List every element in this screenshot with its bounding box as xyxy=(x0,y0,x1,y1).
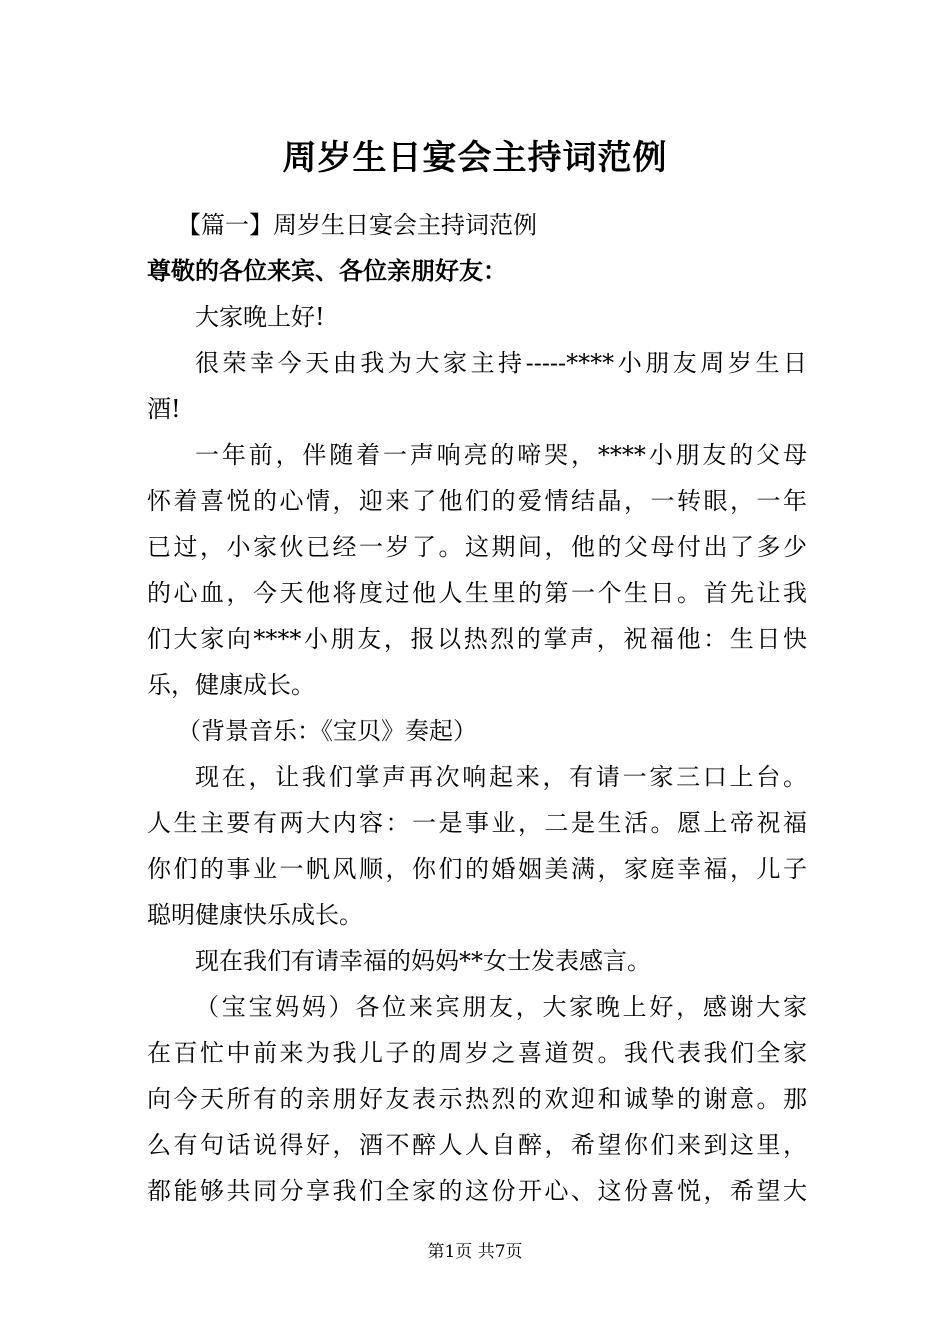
body-line: 怀着喜悦的心情，迎来了他们的爱情结晶，一转眼，一年 xyxy=(147,487,807,515)
document-body xyxy=(147,202,807,1214)
body-line: 酒! xyxy=(147,395,181,423)
page-footer: 第1页 共7页 xyxy=(427,1242,523,1262)
body-line: 已过，小家伙已经一岁了。这期间，他的父母付出了多少 xyxy=(147,533,807,561)
body-line: 人生主要有两大内容：一是事业，二是生活。愿上帝祝福 xyxy=(147,809,807,837)
document-title: 周岁生日宴会主持词范例 xyxy=(282,138,668,178)
body-line: 都能够共同分享我们全家的这份开心、这份喜悦，希望大 xyxy=(147,1177,807,1205)
section-heading: 【篇一】周岁生日宴会主持词范例 xyxy=(177,211,537,239)
body-line: 们大家向****小朋友，报以热烈的掌声，祝福他：生日快 xyxy=(147,625,807,653)
body-line: 聪明健康快乐成长。 xyxy=(147,901,363,929)
body-line: （宝宝妈妈）各位来宾朋友，大家晚上好，感谢大家 xyxy=(195,993,807,1021)
body-line: 现在，让我们掌声再次响起来，有请一家三口上台。 xyxy=(195,763,807,791)
salutation: 尊敬的各位来宾、各位亲朋好友： xyxy=(147,256,507,285)
body-line: 你们的事业一帆风顺，你们的婚姻美满，家庭幸福，儿子 xyxy=(147,855,807,883)
body-line: 一年前，伴随着一声响亮的啼哭，****小朋友的父母 xyxy=(195,441,807,469)
body-line: 么有句话说得好，酒不醉人人自醉，希望你们来到这里， xyxy=(147,1131,807,1159)
body-line: 现在我们有请幸福的妈妈**女士发表感言。 xyxy=(195,947,651,975)
body-line: 的心血，今天他将度过他人生里的第一个生日。首先让我 xyxy=(147,579,807,607)
body-line: 在百忙中前来为我儿子的周岁之喜道贺。我代表我们全家 xyxy=(147,1039,807,1067)
body-line: 向今天所有的亲朋好友表示热烈的欢迎和诚挚的谢意。那 xyxy=(147,1085,807,1113)
stage-direction: （背景音乐：《宝贝》奏起） xyxy=(177,717,477,745)
body-line: 乐，健康成长。 xyxy=(147,671,315,699)
body-line: 大家晚上好! xyxy=(195,303,325,331)
body-line: 很荣幸今天由我为大家主持-----****小朋友周岁生日 xyxy=(195,349,807,377)
